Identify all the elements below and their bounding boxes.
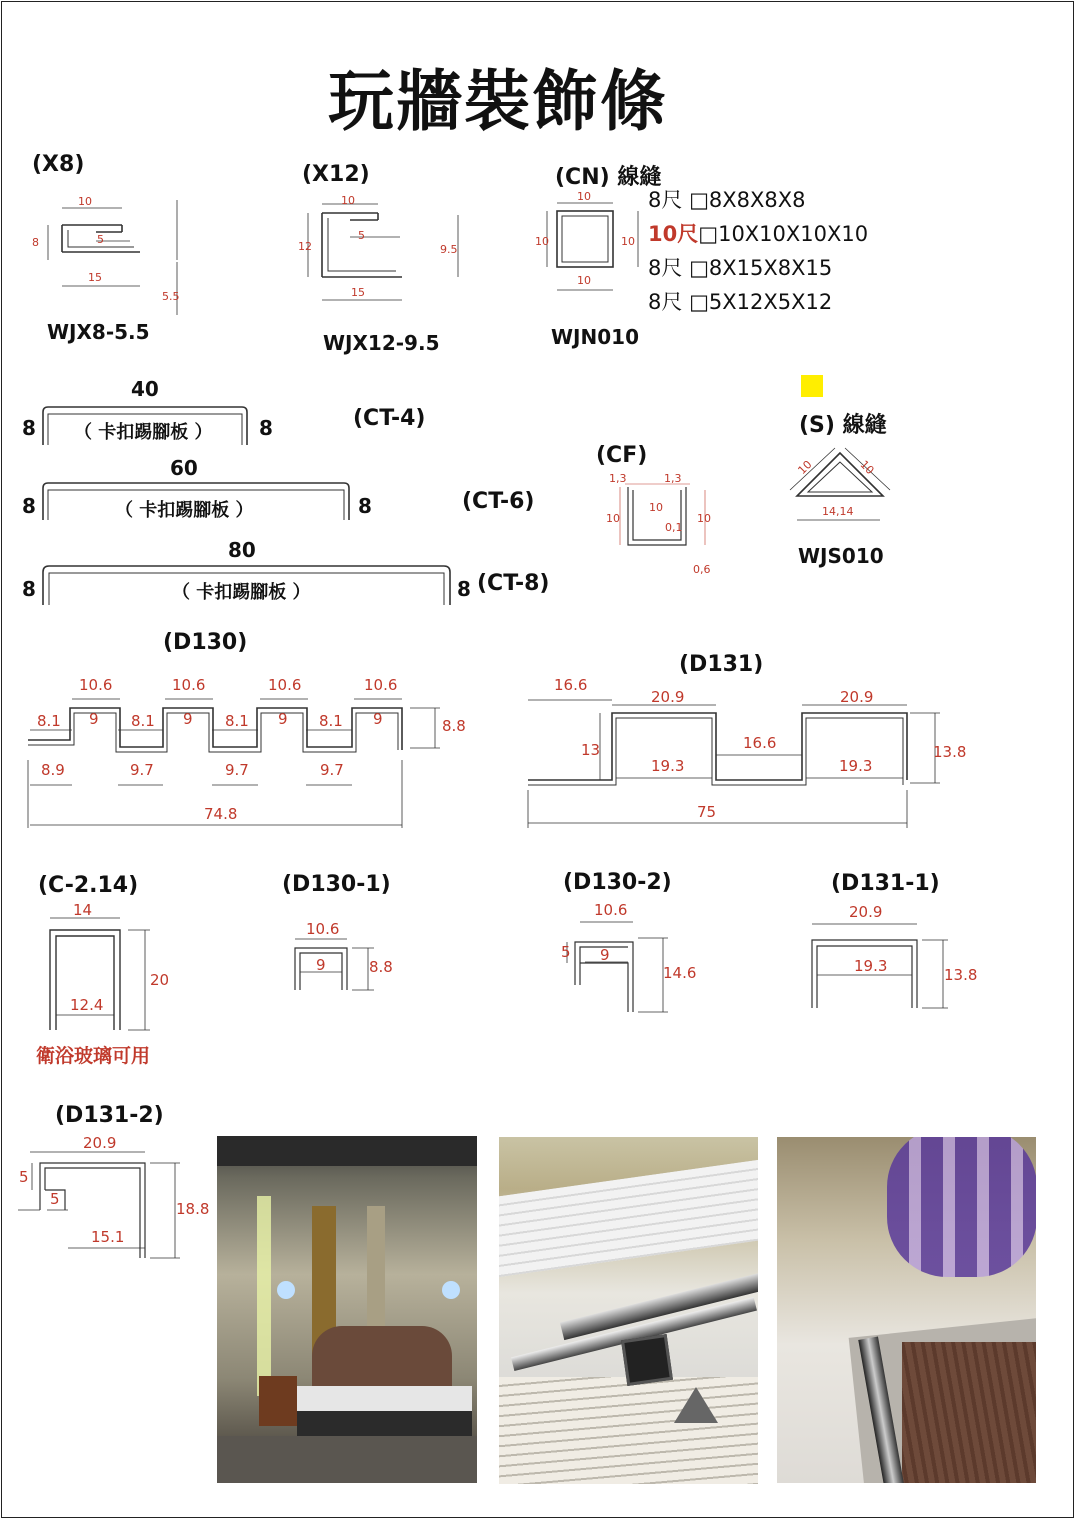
- d130-dim-height: 8.8: [442, 717, 466, 735]
- ct6-h-left: 8: [22, 494, 36, 518]
- wjn-dim-bottom: 10: [577, 274, 591, 287]
- wjs-model: WJS010: [798, 544, 884, 568]
- ct4-code: (CT-4): [353, 406, 426, 431]
- d131-dim-total: 75: [697, 803, 717, 821]
- ct4-h-left: 8: [22, 416, 36, 440]
- d130-2-dim-left: 5: [561, 943, 571, 961]
- ct6-h-right: 8: [358, 494, 372, 518]
- wjx8-model: WJX8-5.5: [47, 320, 150, 344]
- ct4-width: 40: [131, 377, 159, 401]
- d131-2-dim-top: 20.9: [83, 1134, 117, 1152]
- ct8-width: 80: [228, 538, 256, 562]
- ct6-code: (CT-6): [462, 489, 535, 514]
- wjs-code: [799, 408, 887, 439]
- wjx8-dim-left: 8: [32, 236, 39, 249]
- wjn-code-label: (CN): [555, 165, 610, 190]
- d130-1-code: (D130-1): [282, 872, 391, 897]
- wjx8-dim-bottom: 15: [88, 271, 102, 284]
- d131-2-dim-in: 15.1: [91, 1228, 125, 1246]
- wjn-size-row: 8尺 □5X12X5X12: [648, 290, 833, 314]
- wjx12-dim-top: 10: [341, 194, 355, 207]
- d131-2-dim-left: 5: [19, 1168, 29, 1186]
- cf-dim-a: 1,3: [609, 472, 627, 485]
- d131-2-code: (D131-2): [55, 1103, 164, 1128]
- d130-dim-top: 10.6: [364, 676, 398, 694]
- wjn-size-row: 8尺 □8X15X8X15: [648, 256, 833, 280]
- cf-dim-hl: 10: [606, 512, 620, 525]
- d130-1-dim-top: 10.6: [306, 920, 340, 938]
- d130-dim-inner: 9: [278, 710, 288, 728]
- wjn-model: WJN010: [551, 325, 639, 349]
- wjn-code-suffix: 線縫: [617, 165, 662, 190]
- d130-2-dim-top: 10.6: [594, 901, 628, 919]
- d130-dim-low: 8.1: [225, 712, 249, 730]
- c214-dim-in: 12.4: [70, 996, 104, 1014]
- cf-dim-b: 1,3: [664, 472, 682, 485]
- cf-dim-w: 10: [649, 501, 663, 514]
- d131-dim-in1: 19.3: [651, 757, 685, 775]
- ct8-code: (CT-8): [477, 571, 550, 596]
- wjx8-dim-right: 5.5: [162, 290, 180, 303]
- d130-2-dim-in: 9: [600, 946, 610, 964]
- bedroom-photo: [217, 1136, 477, 1483]
- d130-code: (D130): [163, 630, 248, 655]
- wjx12-code: (X12): [302, 162, 370, 187]
- wjn-code: [555, 160, 661, 191]
- d130-dim-top: 10.6: [79, 676, 113, 694]
- d130-dim-pitch: 8.9: [41, 761, 65, 779]
- ct6-name: （ 卡扣踢腳板 ）: [115, 500, 254, 521]
- d130-dim-top: 10.6: [268, 676, 302, 694]
- d131-dim-top1: 20.9: [651, 688, 685, 706]
- d131-dim-h: 13: [581, 741, 601, 759]
- d130-dim-low: 8.1: [131, 712, 155, 730]
- page-title: 玩牆裝飾條: [328, 63, 668, 140]
- cf-dim-base: 0,6: [693, 563, 711, 576]
- d131-1-dim-h: 13.8: [944, 966, 978, 984]
- wjs-dim-right: 10: [857, 457, 877, 478]
- wjx12-dim-right: 9.5: [440, 243, 458, 256]
- ct8-h-left: 8: [22, 577, 36, 601]
- d131-dim-left: 16.6: [554, 676, 588, 694]
- d130-dim-inner: 9: [373, 710, 383, 728]
- wjn-size-row: 8尺 □8X8X8X8: [648, 188, 806, 212]
- d131-dim-mid: 16.6: [743, 734, 777, 752]
- d130-dim-low: 8.1: [37, 712, 61, 730]
- wjx8-code: (X8): [32, 152, 85, 177]
- d130-2-code: (D130-2): [563, 870, 672, 895]
- d130-1-dim-h: 8.8: [369, 958, 393, 976]
- wjs-code-label: (S): [799, 413, 835, 438]
- d131-1-dim-top: 20.9: [849, 903, 883, 921]
- ct8-h-right: 8: [457, 577, 471, 601]
- d131-2-dim-left2: 5: [50, 1190, 60, 1208]
- wjn-dim-top: 10: [577, 190, 591, 203]
- d131-code: (D131): [679, 652, 764, 677]
- ct6-width: 60: [170, 456, 198, 480]
- d130-dim-low: 8.1: [319, 712, 343, 730]
- d130-dim-inner: 9: [89, 710, 99, 728]
- d131-dim-in2: 19.3: [839, 757, 873, 775]
- wjn-dim-right: 10: [621, 235, 635, 248]
- ct4-h-right: 8: [259, 416, 273, 440]
- d130-2-dim-h: 14.6: [663, 964, 697, 982]
- wjs-color-swatch: [801, 375, 823, 397]
- d130-1-dim-in: 9: [316, 956, 326, 974]
- c214-dim-top: 14: [73, 901, 93, 919]
- wjn-dim-left: 10: [535, 235, 549, 248]
- d131-1-dim-in: 19.3: [854, 957, 888, 975]
- wjs-code-suffix: 線縫: [842, 413, 887, 438]
- wjx12-dim-inner: 5: [358, 229, 365, 242]
- wjx8-dim-inner: 5: [97, 233, 104, 246]
- d131-dim-hr: 13.8: [933, 743, 967, 761]
- d130-dim-top: 10.6: [172, 676, 206, 694]
- wjx12-model: WJX12-9.5: [323, 331, 440, 355]
- cf-code: (CF): [596, 443, 648, 468]
- wjn-size-list: [648, 183, 868, 319]
- profiles-photo: [499, 1137, 758, 1484]
- d130-dim-pitch: 9.7: [130, 761, 154, 779]
- wjs-dim-base: 14,14: [822, 505, 854, 518]
- c214-code: (C-2.14): [38, 873, 139, 898]
- wjx8-dim-top: 10: [78, 195, 92, 208]
- cf-dim-hr: 10: [697, 512, 711, 525]
- wjx12-dim-bottom: 15: [351, 286, 365, 299]
- d130-dim-pitch: 9.7: [225, 761, 249, 779]
- d130-dim-total: 74.8: [204, 805, 238, 823]
- d130-dim-inner: 9: [183, 710, 193, 728]
- d130-dim-pitch: 9.7: [320, 761, 344, 779]
- d131-2-dim-h: 18.8: [176, 1200, 210, 1218]
- d131-dim-top2: 20.9: [840, 688, 874, 706]
- wjs-dim-left: 10: [795, 457, 815, 478]
- edge-photo: [777, 1137, 1036, 1483]
- cf-dim-gap: 0,1: [665, 521, 683, 534]
- d131-1-code: (D131-1): [831, 871, 940, 896]
- wjx12-dim-left: 12: [298, 240, 312, 253]
- c214-note: 衛浴玻璃可用: [36, 1045, 151, 1067]
- ct4-name: （ 卡扣踢腳板 ）: [74, 422, 213, 443]
- ct8-name: （ 卡扣踢腳板 ）: [172, 582, 311, 603]
- c214-dim-h: 20: [150, 971, 170, 989]
- wjn-size-row: 10尺□10X10X10X10: [648, 222, 869, 246]
